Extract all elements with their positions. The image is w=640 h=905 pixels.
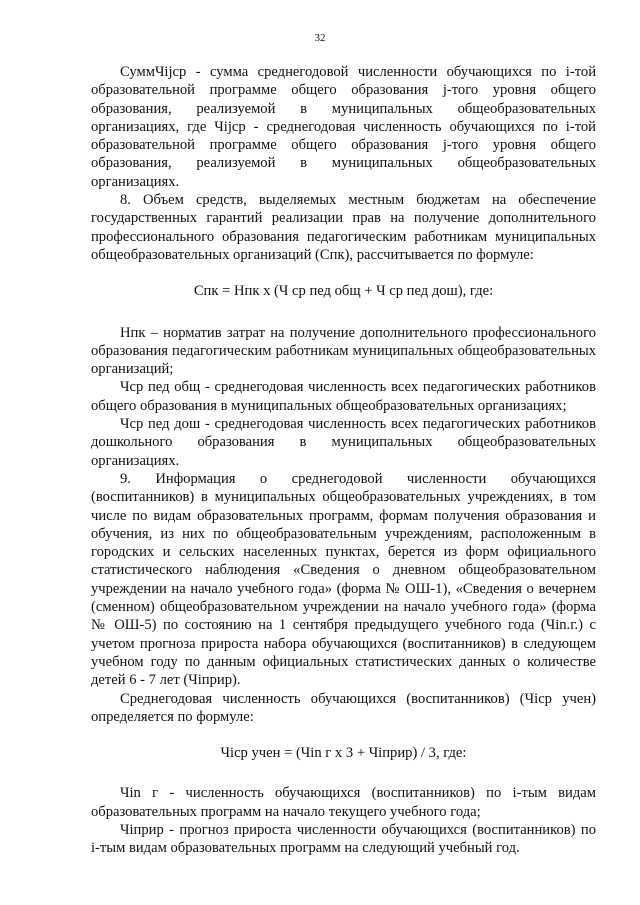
paragraph-npk-definition: Нпк – норматив затрат на получение дополнительного профессионального образования педагогическим работникам муниципальных общеобразовательных организаций; xyxy=(91,324,596,378)
document-body xyxy=(91,63,596,858)
paragraph-summ-definition: СуммЧijср - сумма среднегодовой численности обучающихся по i-той образовательной программе общего образования j-того уровня общего образования, реализуемой в муниципальных общеобразовательных организациях, где Чijср - среднегодовая численность обучающихся по i-той образовательной программе общего образования j-того уровня общего образования, реализуемой в муниципальных общеобразовательных организациях. xyxy=(91,64,596,190)
page-number: 32 xyxy=(314,32,326,44)
paragraph-chsr-ped-dosh-definition: Чср пед дош - среднегодовая численность всех педагогических работников дошкольного образования в муниципальных общеобразовательных организациях. xyxy=(91,416,596,469)
paragraph-item-8: 8. Объем средств, выделяемых местным бюджетам на обеспечение государственных гарантий реализации прав на получение дополнительного профессионального образования педагогическим работникам муниципальных общеобразовательных организаций (Спк), рассчитывается по формуле: xyxy=(91,192,596,263)
paragraph-average-count-intro: Среднегодовая численность обучающихся (воспитанников) (Чiср учен) определяется по формуле: xyxy=(91,690,596,725)
paragraph-item-9: 9. Информация о среднегодовой численности обучающихся (воспитанников) в муниципальных общеобразовательных учреждениях, в том числе по видам образовательных программ, формам получения образования и обучения, из них по общеобразовательным учреждениям, расположенным в городских и сельских населенных пунктах, берется из форм официального статистического наблюдения «Сведения о дневном общеобразовательном учреждении на начало учебного года» (форма № ОШ-1), «Сведения о вечернем (сменном) общеобразовательном учреждении на начало учебного года» (форма № ОШ-5) по состоянию на 1 сентября предыдущего учебного года (Чin.г.) с учетом прогноза прироста набора обучающихся (воспитанников) в следующем учебном году по данным официальных статистических данных о количестве детей 6 - 7 лет (Чiприр). xyxy=(91,470,596,689)
paragraph-chin-definition: Чin г - численность обучающихся (воспитанников) по i-тым видам образовательных программ на начало текущего учебного года; xyxy=(91,785,596,820)
paragraph-chsr-ped-obsh-definition: Чср пед общ - среднегодовая численность всех педагогических работников общего образования в муниципальных общеобразовательных организациях; xyxy=(91,379,596,414)
spacer xyxy=(91,264,596,282)
formula-chisr-uchen: Чiср учен = (Чin г x 3 + Чiприр) / 3, где: xyxy=(220,745,467,762)
formula-spk: Спк = Нпк x (Ч ср пед общ + Ч ср пед дош), где: xyxy=(193,283,494,300)
spacer xyxy=(91,301,596,324)
spacer xyxy=(91,726,596,744)
paragraph-chiprir-definition: Чiприр - прогноз прироста численности обучающихся (воспитанников) по i-тым видам образовательных программ на следующий учебный год. xyxy=(91,821,596,857)
spacer xyxy=(91,762,596,784)
